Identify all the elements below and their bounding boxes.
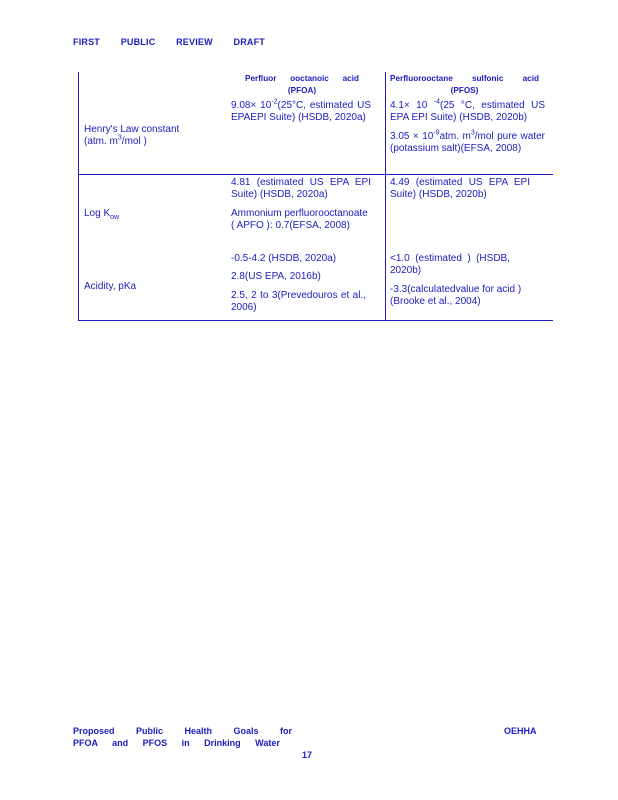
row-divider bbox=[78, 174, 553, 175]
acidity-pka-label: Acidity, pKa bbox=[84, 281, 137, 292]
footer-agency: OEHHA bbox=[504, 726, 537, 736]
footer-left-line1: Proposed Public Health Goals for bbox=[73, 726, 293, 736]
table-left-border bbox=[78, 72, 79, 321]
pfos-column-header-abbr: (PFOS) bbox=[450, 86, 479, 95]
henry-law-pfoa-value: $9.08\times 10^{-2}(25^\circ C$, estimated US EPAEPI Suite) (HSDB, 2020a) bbox=[231, 98, 371, 123]
properties-table bbox=[78, 72, 553, 321]
pfoa-column-header: Perfluor ooctanoic acid bbox=[245, 74, 359, 83]
log-kow-pfos-value: 4.49 (estimated US EPA EPI Suite) (HSDB, 2020b) bbox=[390, 177, 530, 200]
pka-pfoa-value-2: 2.8(US EPA, 2016b) bbox=[231, 271, 321, 282]
footer-left-line2: PFOA and PFOS in Drinking Water bbox=[73, 738, 280, 748]
pka-pfoa-value-3: 2.5, 2 to 3(Prevedouros et al., 2006) bbox=[231, 290, 366, 313]
pka-pfoa-value: -0.5-4.2 (HSDB, 2020a) bbox=[231, 253, 337, 264]
log-kow-pfoa-value: 4.81 (estimated US EPA EPI Suite) (HSDB, 2020a) bbox=[231, 177, 371, 200]
henry-law-pfos-value: 4.1× 10 $^{-4}$(25 °C, estimated US EPA EPI Suite) (HSDB, 2020b) bbox=[390, 98, 545, 123]
pka-pfos-value-2: -3.3(calculatedvalue for acid ) (Brooke et al., 2004) bbox=[390, 284, 522, 307]
pfos-column-header: Perfluorooctane sulfonic acid bbox=[390, 74, 539, 83]
pka-pfos-value: <1.0 (estimated ) (HSDB, 2020b) bbox=[390, 253, 510, 276]
table-middle-border bbox=[385, 72, 386, 321]
pfoa-column-header-abbr: (PFOA) bbox=[287, 86, 317, 95]
log-kow-label: Log $K_{ow}$ bbox=[84, 208, 120, 221]
henry-law-label: Henry's Law constant (atm. $m^3$/mol ) bbox=[84, 124, 180, 147]
log-kow-pfoa-value-2: Ammonium perfluorooctanoate ( APFO ): 0.7(EFSA, 2008) bbox=[231, 208, 368, 231]
henry-law-pfos-value-2: $3.05 \times 10^{-9}atm$. $m^3$/mol pure water (potassium salt)(EFSA, 2008) bbox=[390, 129, 546, 154]
page-number: 17 bbox=[302, 750, 313, 760]
document-header: FIRST PUBLIC REVIEW DRAFT bbox=[73, 37, 265, 47]
table-bottom-border bbox=[78, 320, 553, 321]
